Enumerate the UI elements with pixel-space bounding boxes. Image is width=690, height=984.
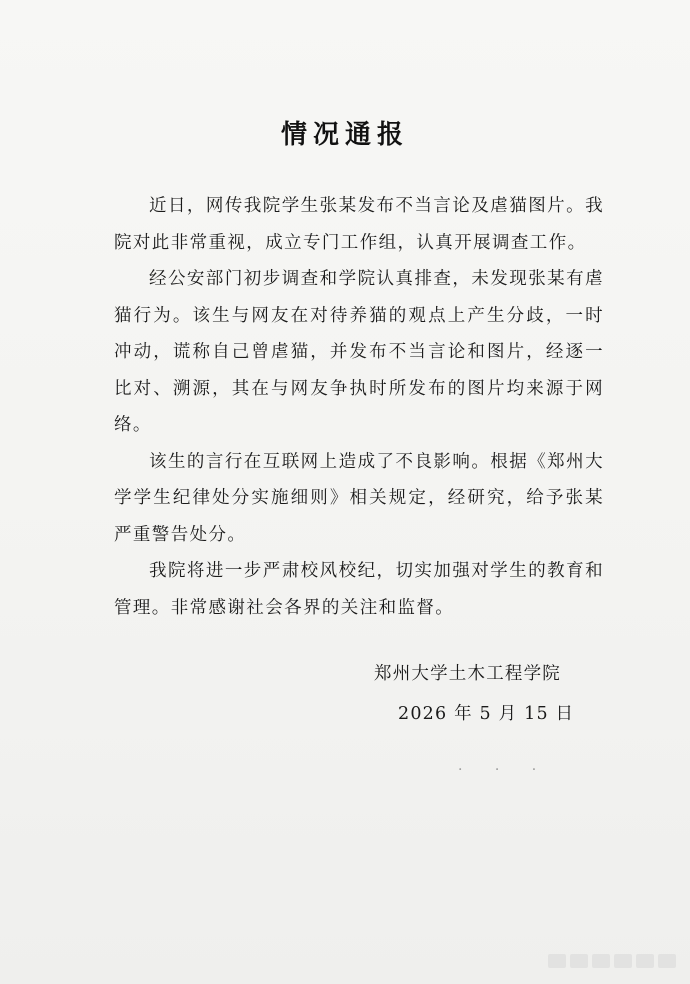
paragraph-2: 经公安部门初步调查和学院认真排查，未发现张某有虐猫行为。该生与网友在对待养猫的观点上产生分歧，一时冲动，谎称自己曾虐猫，并发布不当言论和图片，经逐一比对、溯源，其在与网友争执时所发布的图片均来源于网络。 [114, 269, 604, 435]
paragraph-1: 近日，网传我院学生张某发布不当言论及虐猫图片。我院对此非常重视，成立专门工作组，认真开展调查工作。 [114, 196, 604, 253]
watermark-mark [548, 954, 566, 968]
paragraph-3: 该生的言行在互联网上造成了不良影响。根据《郑州大学学生纪律处分实施细则》相关规定，经研究，给予张某严重警告处分。 [114, 451, 604, 545]
issue-date: 2026 年 5 月 15 日 [398, 704, 575, 724]
watermark-mark [592, 954, 610, 968]
watermark-logo [496, 948, 676, 974]
watermark-mark [636, 954, 654, 968]
page-title: 情况通报 [280, 120, 409, 150]
paragraph-4: 我院将进一步严肃校风校纪，切实加强对学生的教育和管理。非常感谢社会各界的关注和监督。 [114, 561, 604, 618]
scan-speck-marks: · · · [458, 762, 551, 778]
issuing-organization: 郑州大学土木工程学院 [374, 664, 561, 684]
watermark-mark [658, 954, 676, 968]
signature-block [374, 654, 634, 734]
watermark-mark [570, 954, 588, 968]
watermark-mark [614, 954, 632, 968]
document-body [114, 188, 604, 626]
